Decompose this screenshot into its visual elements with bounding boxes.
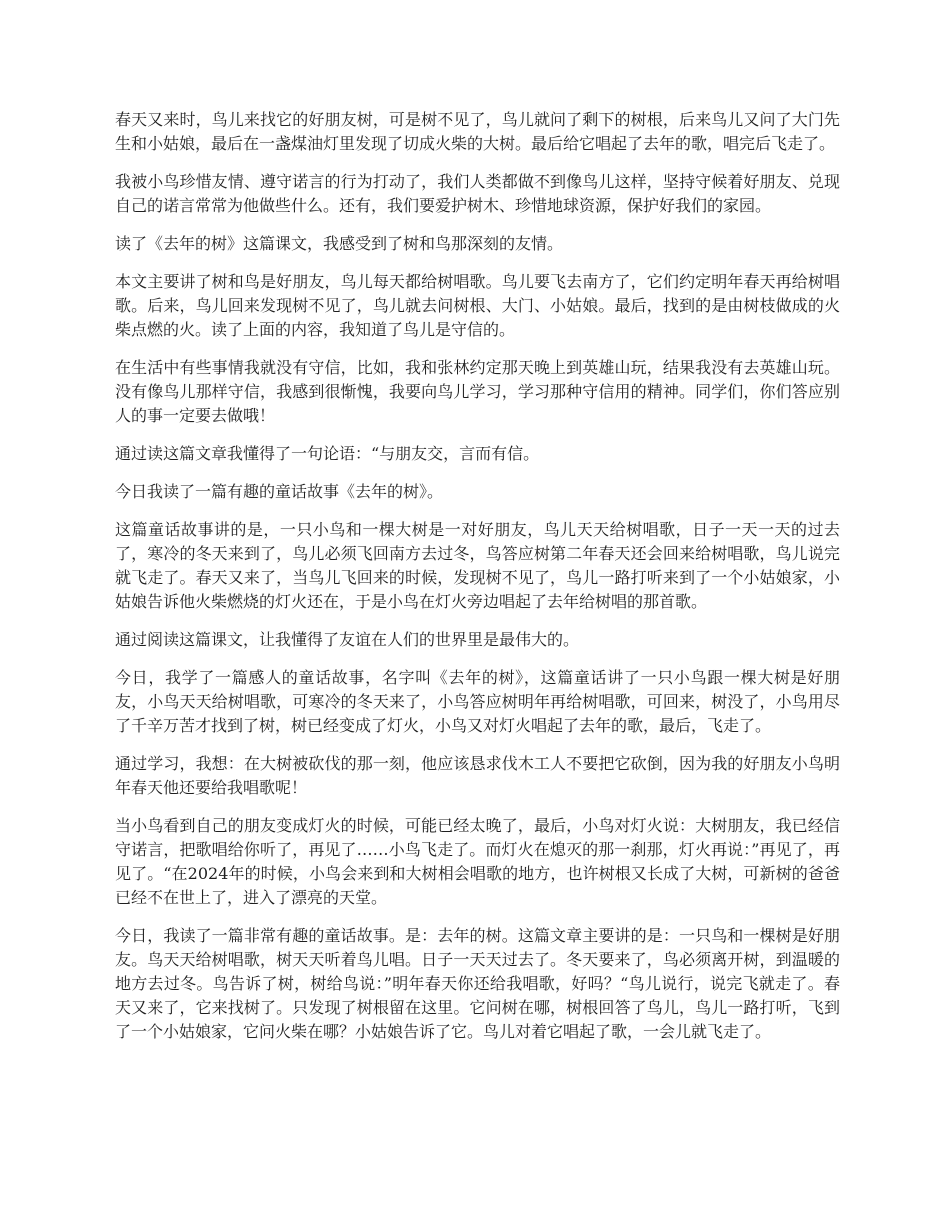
paragraph: 通过学习，我想：在大树被砍伐的那一刻，他应该恳求伐木工人不要把它砍倒，因为我的好朋友小鸟明年春天他还要给我唱歌呢！ — [115, 754, 840, 797]
paragraph: 今日我读了一篇有趣的童话故事《去年的树》。 — [115, 482, 444, 501]
paragraph: 通过读这篇文章我懂得了一句论语：“与朋友交，言而有信。 — [115, 444, 540, 463]
paragraph: 今日，我读了一篇非常有趣的童话故事。是：去年的树。这篇文章主要讲的是：一只鸟和一棵树是好朋友。鸟天天给树唱歌，树天天听着鸟儿唱。日子一天天过去了。冬天要来了，鸟必须离开树，到温暖的地方去过冬。鸟告诉了树，树给鸟说：”明年春天你还给我唱歌，好吗？“鸟儿说行，说完飞就走了。春天又来了，它来找树了。只发现了树根留在这里。它问树在哪，树根回答了鸟儿，鸟儿一路打听，飞到了一个小姑娘家，它问火柴在哪？小姑娘告诉了它。鸟儿对着它唱起了歌，一会儿就飞走了。 — [115, 926, 840, 1041]
paragraph: 当小鸟看到自己的朋友变成灯火的时候，可能已经太晚了，最后，小鸟对灯火说：大树朋友，我已经信守诺言，把歌唱给你听了，再见了……小鸟飞走了。而灯火在熄灭的那一刹那，灯火再说：”再见了，再见了。“在2024年的时候，小鸟会来到和大树相会唱歌的地方，也许树根又长成了大树，可新树的爸爸已经不在世上了，进入了漂亮的天堂。 — [115, 816, 840, 907]
paragraph: 本文主要讲了树和鸟是好朋友，鸟儿每天都给树唱歌。鸟儿要飞去南方了，它们约定明年春天再给树唱歌。后来，鸟儿回来发现树不见了，鸟儿就去问树根、大门、小姑娘。最后，找到的是由树枝做成的火柴点燃的火。读了上面的内容，我知道了鸟儿是守信的。 — [115, 272, 840, 339]
paragraph: 通过阅读这篇课文，让我懂得了友谊在人们的世界里是最伟大的。 — [115, 630, 580, 649]
paragraph: 今日，我学了一篇感人的童话故事，名字叫《去年的树》，这篇童话讲了一只小鸟跟一棵大树是好朋友，小鸟天天给树唱歌，可寒冷的冬天来了，小鸟答应树明年再给树唱歌，可回来，树没了，小鸟用尽了千辛万苦才找到了树，树已经变成了灯火，小鸟又对灯火唱起了去年的歌，最后，飞走了。 — [115, 668, 840, 735]
paragraph: 我被小鸟珍惜友情、遵守诺言的行为打动了，我们人类都做不到像鸟儿这样，坚持守候着好朋友、兑现自己的诺言常常为他做些什么。还有，我们要爱护树木、珍惜地球资源，保护好我们的家园。 — [115, 172, 840, 215]
document-body — [115, 108, 840, 1058]
paragraph: 读了《去年的树》这篇课文，我感受到了树和鸟那深刻的友情。 — [115, 234, 564, 253]
paragraph: 这篇童话故事讲的是，一只小鸟和一棵大树是一对好朋友，鸟儿天天给树唱歌，日子一天一天的过去了，寒冷的冬天来到了，鸟儿必须飞回南方去过冬，鸟答应树第二年春天还会回来给树唱歌，鸟儿说完就飞走了。春天又来了，当鸟儿飞回来的时候，发现树不见了，鸟儿一路打听来到了一个小姑娘家，小姑娘告诉他火柴燃烧的灯火还在，于是小鸟在灯火旁边唱起了去年给树唱的那首歌。 — [115, 520, 840, 611]
paragraph: 春天又来时，鸟儿来找它的好朋友树，可是树不见了，鸟儿就问了剩下的树根，后来鸟儿又问了大门先生和小姑娘，最后在一盏煤油灯里发现了切成火柴的大树。最后给它唱起了去年的歌，唱完后飞走了。 — [115, 110, 840, 153]
paragraph: 在生活中有些事情我就没有守信，比如，我和张林约定那天晚上到英雄山玩，结果我没有去英雄山玩。没有像鸟儿那样守信，我感到很惭愧，我要向鸟儿学习，学习那种守信用的精神。同学们，你们答应别人的事一定要去做哦！ — [115, 358, 840, 425]
